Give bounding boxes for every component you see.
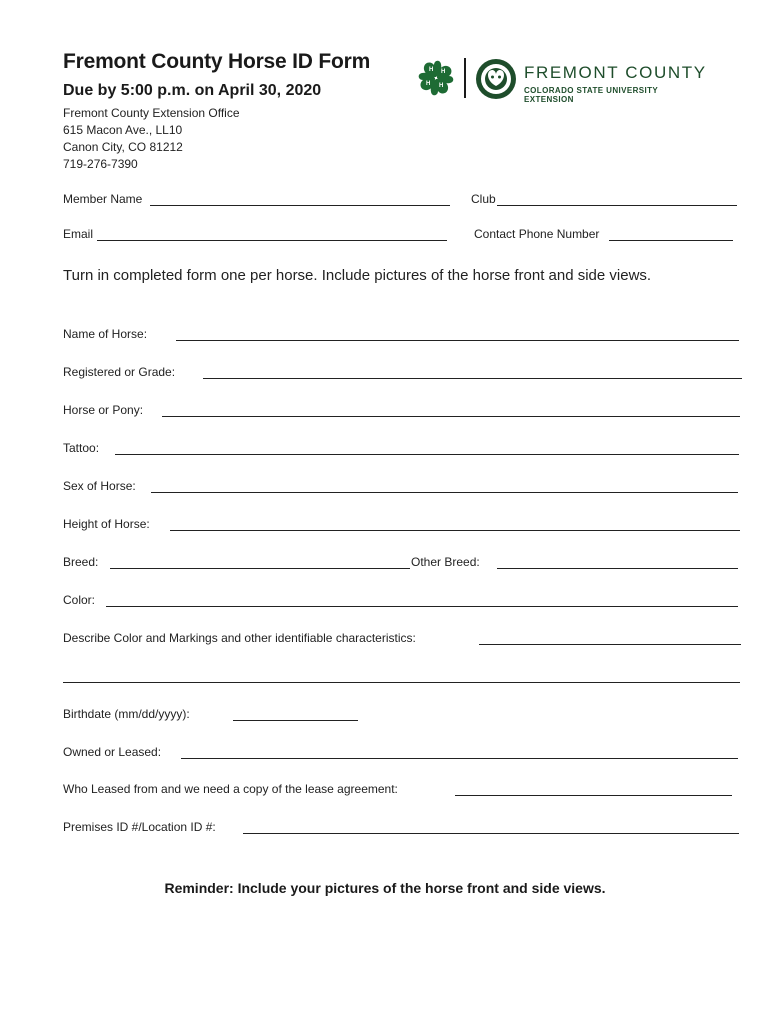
horse-name-line[interactable] (176, 340, 739, 341)
reminder-text: Reminder: Include your pictures of the horse front and side views. (164, 880, 606, 896)
due-date: Due by 5:00 p.m. on April 30, 2020 (63, 82, 322, 99)
form-title: Fremont County Horse ID Form (63, 50, 371, 73)
breed-line[interactable] (110, 568, 410, 569)
phone-label: Contact Phone Number (474, 227, 600, 241)
tattoo-label: Tattoo: (63, 441, 100, 455)
office-street: 615 Macon Ave., LL10 (63, 123, 183, 137)
office-address (63, 105, 240, 173)
club-label: Club (471, 192, 496, 206)
other-breed-label: Other Breed: (411, 555, 480, 569)
color-label: Color: (63, 593, 96, 607)
markings-line-2[interactable] (63, 682, 740, 683)
svg-text:H: H (429, 67, 434, 73)
horse-pony-label: Horse or Pony: (63, 403, 144, 417)
4-h-clover-icon (414, 56, 458, 100)
owned-label: Owned or Leased: (63, 745, 162, 759)
horse-name-label: Name of Horse: (63, 327, 148, 341)
height-line[interactable] (170, 530, 740, 531)
registered-label: Registered or Grade: (63, 365, 176, 379)
county-name: FREMONT COUNTY (524, 63, 707, 82)
logo-divider (464, 58, 466, 98)
other-breed-line[interactable] (497, 568, 738, 569)
premises-label: Premises ID #/Location ID #: (63, 820, 216, 834)
tattoo-line[interactable] (115, 454, 739, 455)
svg-text:H: H (426, 81, 431, 87)
birthdate-label: Birthdate (mm/dd/yyyy): (63, 707, 190, 721)
club-line[interactable] (497, 205, 737, 206)
office-name: Fremont County Extension Office (63, 106, 240, 120)
registered-line[interactable] (203, 378, 742, 379)
csu-name: COLORADO STATE UNIVERSITY (524, 86, 659, 95)
logo-block (414, 56, 734, 104)
leased-from-label: Who Leased from and we need a copy of the lease agreement: (63, 782, 398, 796)
extension-name: EXTENSION (524, 95, 574, 104)
owned-line[interactable] (181, 758, 738, 759)
premises-line[interactable] (243, 833, 739, 834)
markings-label: Describe Color and Markings and other identifiable characteristics: (63, 631, 416, 645)
office-phone: 719-276-7390 (63, 157, 138, 171)
instruction-text: Turn in completed form one per horse. Include pictures of the horse front and side views. (63, 267, 652, 284)
horse-pony-line[interactable] (162, 416, 740, 417)
color-line[interactable] (106, 606, 738, 607)
member-name-line[interactable] (150, 205, 450, 206)
sex-label: Sex of Horse: (63, 479, 136, 493)
csu-ram-seal-icon (475, 58, 517, 100)
member-name-label: Member Name (63, 192, 143, 206)
svg-text:H: H (441, 69, 446, 75)
breed-label: Breed: (63, 555, 99, 569)
height-label: Height of Horse: (63, 517, 150, 531)
leased-from-line[interactable] (455, 795, 732, 796)
phone-line[interactable] (609, 240, 733, 241)
sex-line[interactable] (151, 492, 738, 493)
birthdate-line[interactable] (233, 720, 358, 721)
email-label: Email (63, 227, 94, 241)
office-city: Canon City, CO 81212 (63, 140, 183, 154)
markings-line[interactable] (479, 644, 741, 645)
svg-text:H: H (439, 83, 444, 89)
csu-extension-text (524, 86, 658, 104)
email-line[interactable] (97, 240, 447, 241)
